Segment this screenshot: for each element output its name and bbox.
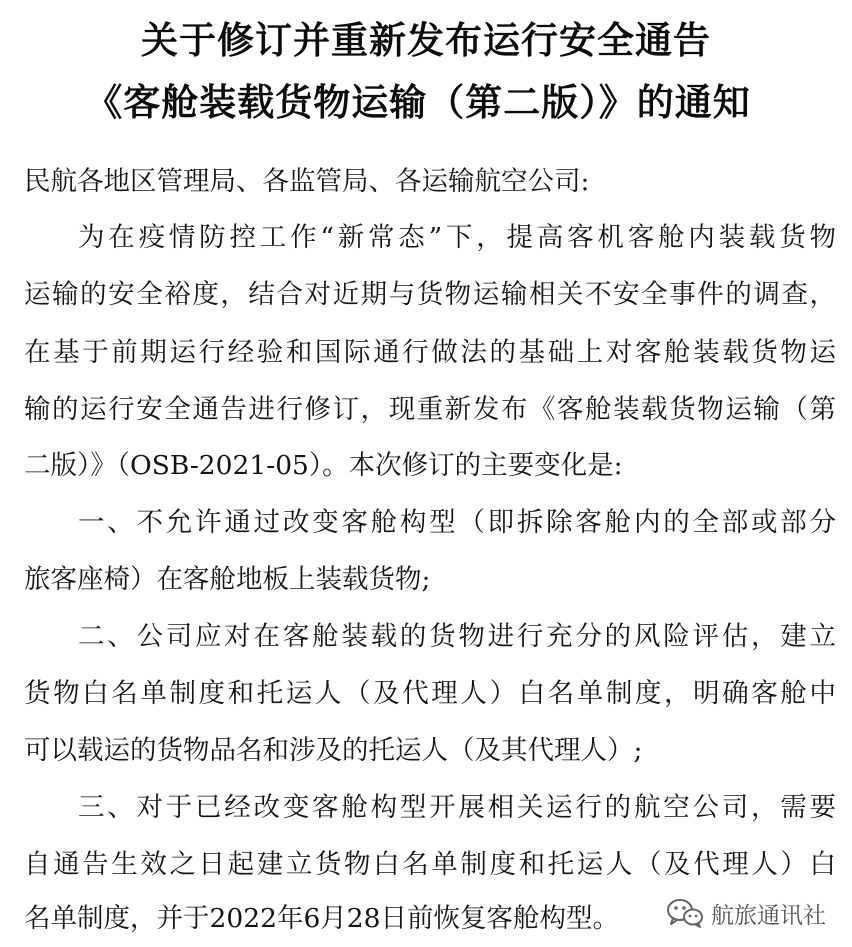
list-item-1-line: 一、不允许通过改变客舱构型（即拆除客舱内的全部或部分 bbox=[78, 507, 836, 538]
paragraph-line: 输的运行安全通告进行修订，现重新发布《客舱装载货物运输（第 bbox=[24, 394, 836, 425]
wechat-icon bbox=[665, 897, 705, 929]
list-item-2-line: 二、公司应对在客舱装载的货物进行充分的风险评估，建立 bbox=[78, 621, 836, 652]
list-item-3-line: 三、对于已经改变客舱构型开展相关运行的航空公司，需要 bbox=[78, 792, 836, 823]
list-item-2-line: 可以载运的货物品名和涉及的托运人（及其代理人）; bbox=[24, 735, 643, 766]
document-title-line-1: 关于修订并重新发布运行安全通告 bbox=[141, 19, 711, 62]
list-item-1-line: 旅客座椅）在客舱地板上装载货物; bbox=[24, 564, 431, 595]
source-watermark bbox=[665, 895, 826, 931]
document-title-line-2: 《客舱装载货物运输（第二版）》的通知 bbox=[85, 81, 751, 124]
list-item-3-line: 自通告生效之日起建立货物白名单制度和托运人（及代理人）白 bbox=[24, 849, 836, 880]
salutation: 民航各地区管理局、各监管局、各运输航空公司: bbox=[24, 166, 590, 197]
paragraph-line: 运输的安全裕度，结合对近期与货物运输相关不安全事件的调查， bbox=[24, 279, 836, 310]
list-item-3-line: 名单制度，并于2022年6月28日前恢复客舱构型。 bbox=[24, 903, 620, 934]
watermark-text: 航旅通讯社 bbox=[711, 902, 826, 929]
paragraph-line: 二版）》（OSB-2021-05）。本次修订的主要变化是: bbox=[24, 450, 623, 481]
list-item-2-line: 货物白名单制度和托运人（及代理人）白名单制度，明确客舱中 bbox=[24, 678, 836, 709]
paragraph-line: 为在疫情防控工作“新常态”下，提高客机客舱内装载货物 bbox=[78, 222, 836, 253]
paragraph-line: 在基于前期运行经验和国际通行做法的基础上对客舱装载货物运 bbox=[24, 337, 836, 368]
